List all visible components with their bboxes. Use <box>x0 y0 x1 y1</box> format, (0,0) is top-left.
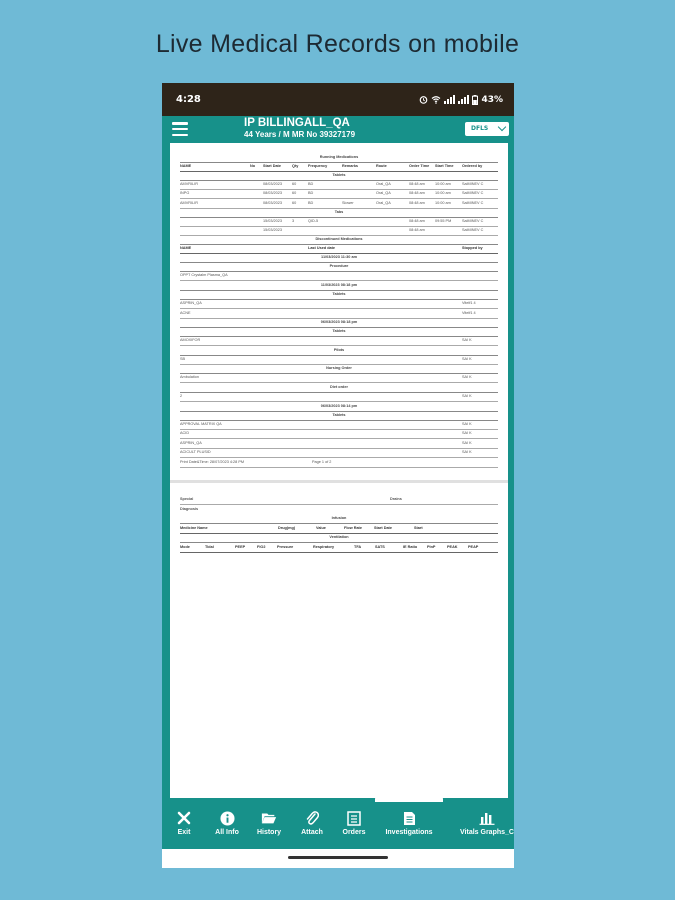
table-cell: BD <box>308 182 314 187</box>
table-cell: Frequency <box>308 164 328 169</box>
table-row <box>180 495 498 505</box>
table-cell: Oral_QA <box>376 182 391 187</box>
department-dropdown[interactable] <box>465 122 509 136</box>
table-cell: Ordered by <box>462 164 483 169</box>
status-icons <box>419 95 503 105</box>
close-icon <box>176 810 192 826</box>
table-cell: PEAK <box>447 545 458 549</box>
patient-details: 44 Years / M MR No 39327179 <box>244 130 356 139</box>
section-title-text: Tablets <box>332 412 346 417</box>
table-cell: 09:55 PM <box>435 218 452 223</box>
table-cell: Start Date <box>263 164 281 169</box>
table-cell: 10:00 am <box>435 200 451 205</box>
table-row <box>180 271 498 281</box>
table-cell: Remarks <box>342 164 359 169</box>
table-cell: Start Time <box>435 164 454 169</box>
table-cell: Ambulation <box>180 375 199 380</box>
table-cell: ASPRIN_QA <box>180 440 202 445</box>
table-cell: AMOXIFOR <box>180 338 201 343</box>
page-footer <box>180 458 498 468</box>
table-cell: SATS <box>375 545 385 549</box>
section-title-text: Tablets <box>332 329 346 334</box>
table-cell: Oral_QA <box>376 191 391 196</box>
table-cell: OPPT Crystalm Plasma_QA <box>180 273 228 278</box>
table-cell: 3 <box>292 218 295 223</box>
table-cell: Print Date&Time: 28/07/2023 4:28 PM <box>180 459 245 464</box>
table-row <box>180 429 498 439</box>
section-title-text: Tablets <box>332 291 346 296</box>
table-cell: AMVRILIR <box>180 200 198 205</box>
table-cell: SaiMINEV C <box>462 218 484 223</box>
headline: Live Medical Records on mobile <box>155 30 520 58</box>
table-row <box>180 309 498 319</box>
table-cell: SB <box>180 356 186 361</box>
section-title-text: 11/03/2023 11:30 am <box>321 255 357 260</box>
table-cell: 08:48 am <box>409 218 425 223</box>
table-cell: PEEP <box>235 545 246 549</box>
table-cell: AMVRILIR <box>180 182 198 187</box>
nav-item-investigations[interactable] <box>379 800 439 849</box>
table-cell: 60 <box>292 182 297 187</box>
document-page-2 <box>170 483 508 798</box>
table-row <box>180 336 498 346</box>
table-cell: Order Time <box>409 164 430 169</box>
table-cell: NAME <box>180 164 192 169</box>
signal-icon <box>444 95 455 104</box>
table-row <box>180 373 498 383</box>
nav-item-orders[interactable] <box>324 800 384 849</box>
table-cell: ACID <box>180 431 190 436</box>
table-cell: SaiMINEV C <box>462 227 484 232</box>
table-cell: Special <box>180 497 194 501</box>
bottom-navigation <box>162 800 514 849</box>
table-cell: 60 <box>292 200 297 205</box>
nav-item-label: Orders <box>342 829 366 836</box>
table-cell: 08/03/2023 <box>263 191 283 196</box>
table-cell: BD <box>308 191 314 196</box>
menu-icon[interactable] <box>172 122 188 136</box>
table-row <box>180 420 498 430</box>
table-cell: SAI K <box>462 421 472 426</box>
table-cell: Drains <box>390 497 402 501</box>
table-header <box>180 543 498 553</box>
folder-icon <box>261 810 277 826</box>
table-cell: Stopped by <box>462 246 483 250</box>
table-cell: 10:00 am <box>435 191 451 196</box>
battery-level: 43% <box>481 94 503 105</box>
table-cell: SAI K <box>462 440 472 445</box>
table-cell: 2 <box>180 394 183 398</box>
document-icon <box>401 810 417 826</box>
nav-item-label: Vitals Graphs_C <box>460 829 514 836</box>
table-cell: FiO2 <box>257 545 266 549</box>
table-cell: SAI K <box>462 431 472 436</box>
chevron-down-icon <box>498 123 506 131</box>
table-cell: Vitelf1 4 <box>462 301 476 305</box>
table-cell: Tidal <box>205 545 214 549</box>
department-value: DFLS <box>471 125 489 132</box>
table-row <box>180 299 498 309</box>
table-cell: Mode <box>180 545 190 549</box>
table-cell: No <box>250 164 256 169</box>
table-cell: 08:48 am <box>409 200 425 205</box>
table-cell: Drug(mg) <box>278 525 296 530</box>
phone-screen <box>162 83 514 868</box>
section-title-text: Procedure <box>329 264 349 269</box>
table-cell: NAME <box>180 246 192 250</box>
section-title-text: Tabs <box>334 209 344 214</box>
table-cell: Slower <box>342 200 354 205</box>
table-header <box>180 524 498 534</box>
section-title-text: Infusion <box>331 516 347 521</box>
table-row <box>180 439 498 449</box>
section-title-text: Pilots <box>333 347 345 352</box>
orders-icon <box>346 810 362 826</box>
nav-item-label: History <box>256 829 282 836</box>
nav-item-label: All Info <box>215 829 239 836</box>
table-cell: 15/03/2023 <box>263 227 283 232</box>
signal-icon-2 <box>458 95 469 104</box>
table-cell: 15/03/2023 <box>263 218 283 223</box>
table-cell: ASPRIN_QA <box>180 301 202 305</box>
info-icon <box>219 810 235 826</box>
section-title-text: 06/03/2023 08:18 pm <box>320 320 358 324</box>
patient-name: IP BILLINGALL_QA <box>244 117 350 129</box>
section-title <box>180 514 498 524</box>
table-cell: Start <box>414 525 423 530</box>
section-title-text: Ventilation <box>329 535 349 540</box>
table-cell: SaiMINEV C <box>462 191 484 196</box>
section-title-text: Tablets <box>332 173 346 178</box>
table-cell: TFA <box>354 545 362 549</box>
table-cell: Flow Rate <box>344 525 362 530</box>
section-title-text: Running Medications <box>319 155 359 159</box>
table-cell: SaiMINEV C <box>462 182 484 187</box>
battery-icon <box>472 95 478 105</box>
table-cell: APPROVAL MATRIX QA <box>180 421 222 426</box>
table-cell: PEAP <box>468 545 479 549</box>
table-cell: PInP <box>427 545 436 549</box>
section-title-text: Diet order <box>330 384 348 389</box>
table-cell: 10:00 am <box>435 182 451 187</box>
table-cell: IE Ratio <box>403 545 418 549</box>
bar-chart-icon <box>479 810 495 826</box>
table-cell: ACNE <box>180 310 191 315</box>
table-cell: Page 1 of 2 <box>312 459 332 464</box>
table-cell: INPG <box>180 191 190 196</box>
paperclip-icon <box>304 810 320 826</box>
field-label-text: Diagnosis <box>180 506 199 511</box>
table-cell: Value <box>316 525 326 530</box>
status-bar <box>162 83 514 116</box>
table-cell: SAI K <box>462 450 472 455</box>
table-row <box>180 355 498 365</box>
table-cell: SAI K <box>462 375 472 380</box>
app-bar <box>162 116 514 143</box>
status-time: 4:28 <box>176 94 201 105</box>
section-title <box>180 533 498 543</box>
table-row <box>180 448 498 458</box>
table-cell: QID-5 <box>308 218 319 223</box>
table-cell: 60 <box>292 191 297 196</box>
section-title-text: Nursing Order <box>326 366 352 371</box>
table-cell: SAI K <box>462 394 472 398</box>
home-indicator <box>288 856 388 859</box>
table-cell: Start Date <box>374 525 392 530</box>
table-cell: 08:48 am <box>409 191 425 196</box>
table-cell: Qty <box>292 164 299 169</box>
table-cell: SaiMINEV C <box>462 200 484 205</box>
table-cell: Pressure <box>277 545 294 549</box>
table-cell: BD <box>308 200 314 205</box>
table-row <box>180 392 498 402</box>
table-cell: Route <box>376 164 387 169</box>
table-cell: 08/03/2023 <box>263 182 283 187</box>
document-page-1 <box>170 143 508 480</box>
document-viewer[interactable] <box>162 143 514 800</box>
nav-item-label: Investigations <box>385 829 433 836</box>
nav-item-label: Exit <box>177 829 191 836</box>
nav-item-label: Attach <box>301 829 323 836</box>
table-cell: Last Used date <box>308 246 336 250</box>
table-cell: Respiratory <box>313 545 335 549</box>
section-title-text: Discontinued Medications <box>315 236 363 241</box>
section-title-text: 11/03/2023 08:18 pm <box>320 282 358 287</box>
table-cell: 08/03/2023 <box>263 200 283 205</box>
table-cell: Medicine Name <box>180 525 208 530</box>
table-cell: SAI K <box>462 338 472 343</box>
wifi-icon <box>431 95 441 104</box>
field-label <box>180 505 498 514</box>
table-cell: 08:48 am <box>409 182 425 187</box>
nav-item-vitals-graphs-c[interactable] <box>457 800 514 849</box>
table-cell: SAI K <box>462 356 472 361</box>
table-cell: 08:48 am <box>409 227 425 232</box>
table-cell: Oral_QA <box>376 200 391 205</box>
table-cell: Vitelf1 4 <box>462 310 476 315</box>
section-title-text: 06/03/2023 08:14 pm <box>320 403 358 408</box>
gesture-bar <box>162 849 514 868</box>
table-cell: ACICULT PLUSID <box>180 450 211 455</box>
alarm-icon <box>419 95 428 104</box>
